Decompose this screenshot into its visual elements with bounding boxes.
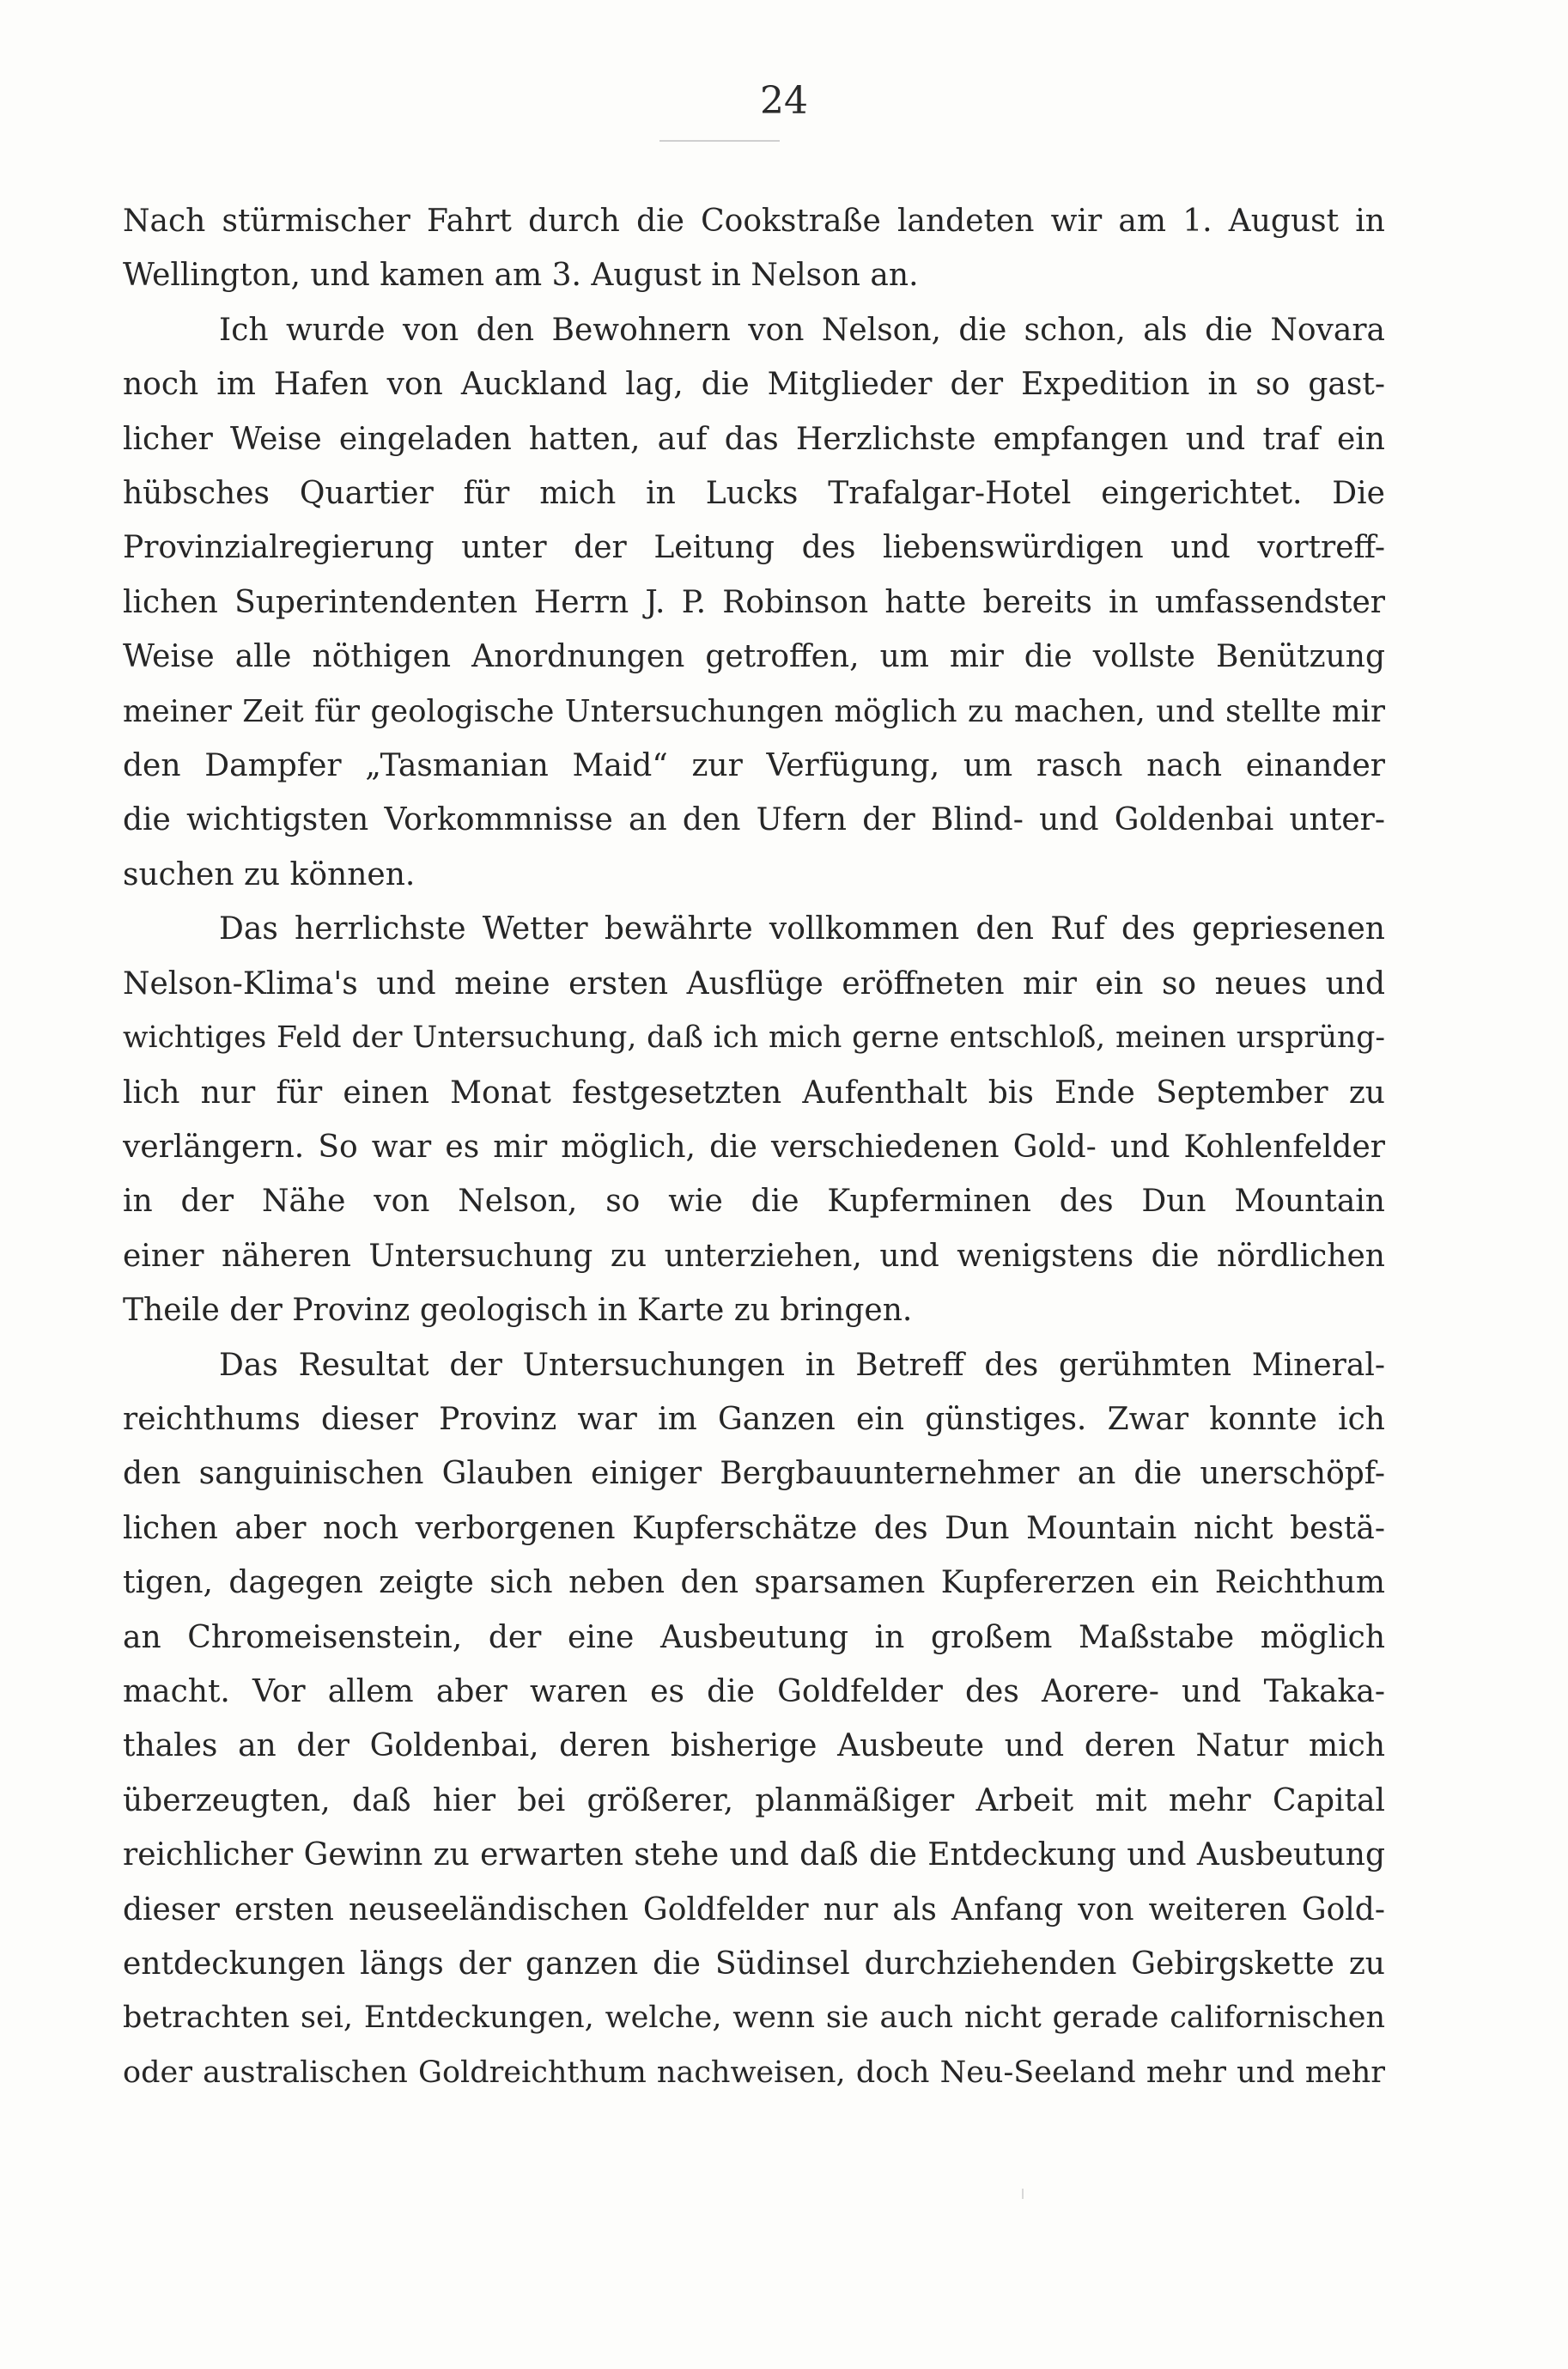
text-line: suchen zu können.	[123, 856, 416, 892]
text-line: den Dampfer „Tasmanian Maid“ zur Verfügung, um rasch nach einander	[123, 748, 1385, 784]
text-line: entdeckungen längs der ganzen die Südinsel durchziehenden Gebirgskette zu	[123, 1946, 1385, 1982]
text-line: lich nur für einen Monat festgesetzten Aufenthalt bis Ende September zu	[123, 1075, 1385, 1111]
text-line: Weise alle nöthigen Anordnungen getroffen, um mir die vollste Benützung	[123, 639, 1385, 675]
text-line: macht. Vor allem aber waren es die Goldfelder des Aorere- und Takaka-	[123, 1673, 1385, 1709]
text-line: Nelson-Klima's und meine ersten Ausflüge eröffneten mir ein so neues und	[123, 965, 1385, 1002]
text-line: Nach stürmischer Fahrt durch die Cookstraße landeten wir am 1. August in	[123, 204, 1385, 239]
header-rule	[659, 140, 780, 142]
text-line: an Chromeisenstein, der eine Ausbeutung in großem Maßstabe möglich	[123, 1619, 1385, 1655]
text-line: meiner Zeit für geologische Untersuchungen möglich zu machen, und stellte mir	[123, 693, 1385, 729]
text-line: Provinzialregierung unter der Leitung des liebenswürdigen und vortreff-	[123, 530, 1385, 566]
text-line: die wichtigsten Vorkommnisse an den Ufern der Blind- und Goldenbai unter-	[123, 802, 1385, 838]
text-line: einer näheren Untersuchung zu unterziehen, und wenigstens die nördlichen	[123, 1238, 1385, 1274]
text-line: reichthums dieser Provinz war im Ganzen ein günstiges. Zwar konnte ich	[123, 1401, 1385, 1437]
paragraph-4	[123, 1338, 1385, 2101]
text-line: reichlicher Gewinn zu erwarten stehe und daß die Entdeckung und Ausbeutung	[123, 1837, 1385, 1873]
paragraph-3	[123, 902, 1385, 1337]
text-line: Theile der Provinz geologisch in Karte zu bringen.	[123, 1293, 913, 1329]
text-line: betrachten sei, Entdeckungen, welche, wenn sie auch nicht gerade californischen	[123, 2001, 1385, 2036]
text-line: in der Nähe von Nelson, so wie die Kupferminen des Dun Mountain	[123, 1184, 1385, 1220]
paragraph-1	[123, 194, 1385, 303]
text-line: thales an der Goldenbai, deren bisherige Ausbeute und deren Natur mich	[123, 1728, 1385, 1764]
text-line: lichen aber noch verborgenen Kupferschätze des Dun Mountain nicht bestä-	[123, 1510, 1385, 1546]
text-line: hübsches Quartier für mich in Lucks Trafalgar-Hotel eingerichtet. Die	[123, 476, 1385, 512]
text-line: verlängern. So war es mir möglich, die verschiedenen Gold- und Kohlenfelder	[123, 1129, 1385, 1165]
body-text	[123, 194, 1385, 2100]
text-line: oder australischen Goldreichthum nachweisen, doch Neu-Seeland mehr und mehr	[123, 2055, 1385, 2090]
page-number: 24	[760, 79, 808, 123]
text-line: Wellington, und kamen am 3. August in Nelson an.	[123, 258, 919, 294]
paper-speck	[1022, 2189, 1024, 2199]
text-line: wichtiges Feld der Untersuchung, daß ich mich gerne entschloß, meinen ursprüng-	[123, 1020, 1385, 1056]
text-line: Das Resultat der Untersuchungen in Betreff des gerühmten Mineral-	[219, 1347, 1385, 1383]
text-line: überzeugten, daß hier bei größerer, planmäßiger Arbeit mit mehr Capital	[123, 1782, 1385, 1818]
text-line: licher Weise eingeladen hatten, auf das Herzlichste empfangen und traf ein	[123, 421, 1385, 457]
text-line: dieser ersten neuseeländischen Goldfelder nur als Anfang von weiteren Gold-	[123, 1891, 1385, 1927]
text-line: noch im Hafen von Auckland lag, die Mitglieder der Expedition in so gast-	[123, 367, 1385, 403]
text-line: lichen Superintendenten Herrn J. P. Robinson hatte bereits in umfassendster	[123, 584, 1385, 620]
paragraph-2	[123, 303, 1385, 902]
text-line: Ich wurde von den Bewohnern von Nelson, die schon, als die Novara	[219, 312, 1385, 348]
text-line: den sanguinischen Glauben einiger Bergbauunternehmer an die unerschöpf-	[123, 1456, 1385, 1492]
text-line: Das herrlichste Wetter bewährte vollkommen den Ruf des gepriesenen	[219, 911, 1385, 947]
text-line: tigen, dagegen zeigte sich neben den sparsamen Kupfererzen ein Reichthum	[123, 1565, 1385, 1601]
